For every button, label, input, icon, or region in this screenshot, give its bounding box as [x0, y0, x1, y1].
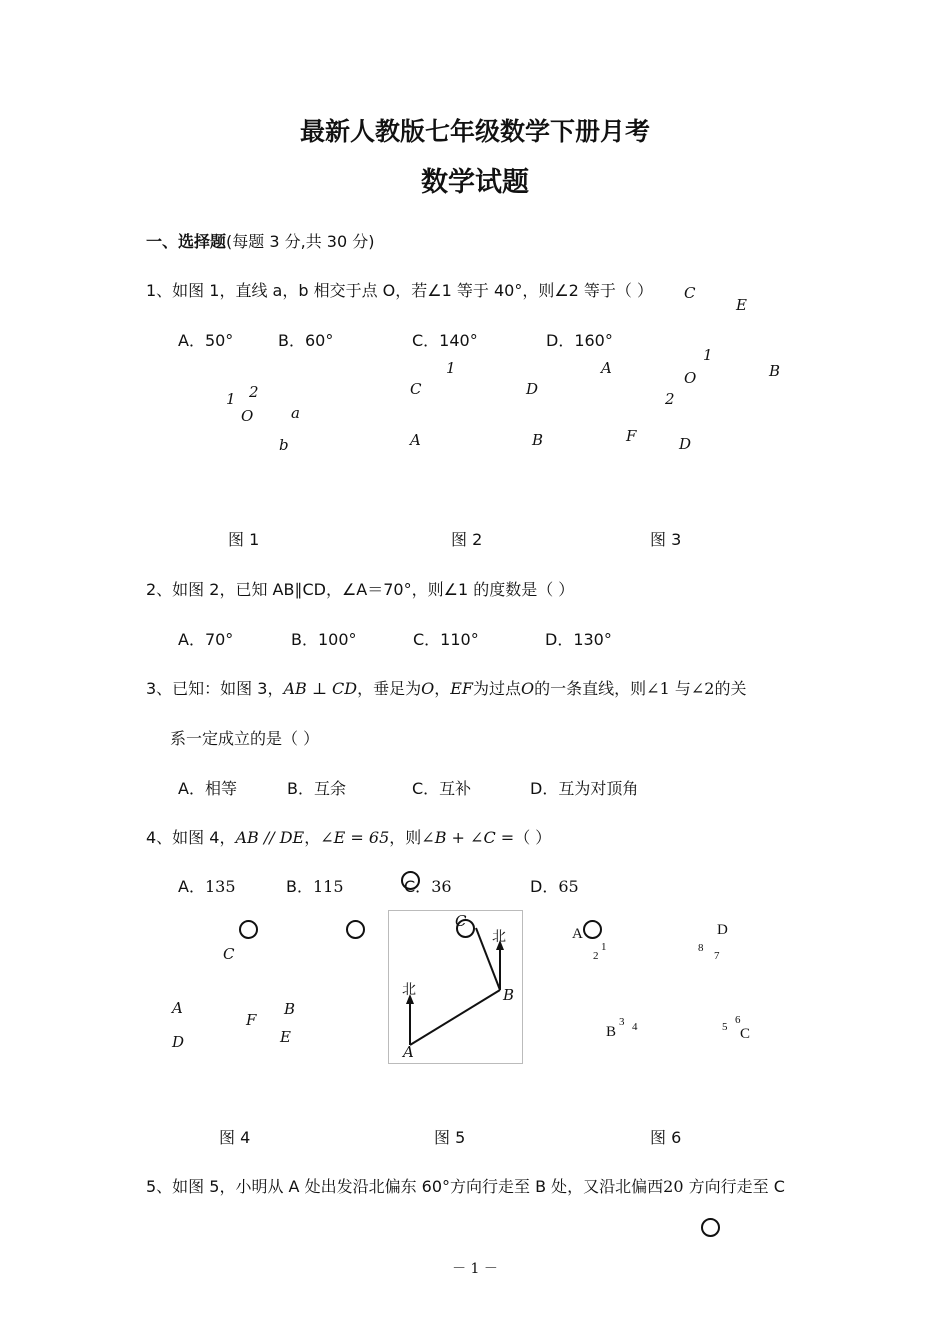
fig1-label-b: b: [279, 436, 289, 454]
q4-math-angle-e: ∠E = 65: [320, 828, 390, 847]
fig3-label-o: O: [684, 369, 697, 387]
q1-option-c: C．140°: [412, 331, 478, 350]
q4-option-a-value: 135: [204, 877, 236, 896]
fig6-label-4: 4: [632, 1021, 638, 1033]
q3-option-d: D．互为对顶角: [530, 779, 639, 798]
q3-math-o: O: [421, 679, 435, 698]
section-heading-label: 一、选择题: [146, 232, 227, 251]
q4-option-d-value: 65: [558, 877, 579, 896]
q4-option-d-letter: D．: [530, 877, 559, 896]
q3-math-o2: O: [521, 679, 535, 698]
fig2-label-1: 1: [446, 359, 456, 377]
q3-text-part: 与: [674, 679, 691, 698]
fig5-caption: 图 5: [434, 1128, 466, 1147]
fig1-label-1: 1: [226, 390, 236, 408]
fig6-circle-mark: [583, 920, 602, 939]
ocr-circle-mark: [401, 871, 420, 890]
fig4-circle-mark: [346, 920, 365, 939]
fig2-label-b: B: [532, 431, 544, 449]
fig6-label-a: A: [572, 926, 583, 942]
q4-text-part: （ ）: [514, 828, 552, 847]
fig3-label-d: D: [679, 435, 692, 453]
fig6-label-3: 3: [619, 1016, 625, 1028]
fig6-label-b: B: [606, 1024, 617, 1040]
fig4-label-e: E: [280, 1028, 291, 1046]
question-5-text: [146, 1174, 785, 1197]
q4-text-part: ，则: [389, 828, 422, 847]
section-heading: [146, 229, 374, 252]
q3-option-b: B．互余: [287, 779, 346, 798]
q2-option-c: C．110°: [413, 630, 479, 649]
fig1-label-2: 2: [249, 383, 259, 401]
q3-math-angle1: ∠1: [646, 679, 670, 698]
q1-option-d: D．160°: [546, 331, 613, 350]
fig4-label-f: F: [246, 1011, 257, 1029]
question-2-text: 2、如图 2，已知 AB∥CD，∠A＝70°，则∠1 的度数是（ ）: [146, 580, 575, 599]
q3-option-a: A．相等: [178, 779, 237, 798]
fig3-label-a: A: [601, 359, 612, 377]
fig2-label-a: A: [410, 431, 421, 449]
fig5-label-north-a: 北: [402, 982, 416, 998]
q4-option-c-letter: C．: [404, 877, 432, 896]
q1-option-a: A．50°: [178, 331, 234, 350]
fig4-label-a: A: [172, 999, 183, 1017]
q4-text-part: ，: [304, 828, 321, 847]
q4-option-b-letter: B．: [286, 877, 313, 896]
q3-text-part: 3、已知：如图 3，: [146, 679, 284, 698]
fig4-circle-mark: [239, 920, 258, 939]
fig2-label-d: D: [526, 380, 539, 398]
fig3-label-f: F: [626, 427, 637, 445]
fig6-label-5: 5: [722, 1021, 728, 1033]
question-3-text: [146, 676, 746, 699]
question-1-text: 1、如图 1，直线 a，b 相交于点 O，若∠1 等于 40°，则∠2 等于（ ）: [146, 281, 654, 300]
q4-option-b: [286, 874, 344, 897]
fig5-label-b: B: [503, 986, 515, 1004]
q4-option-a: [178, 874, 236, 897]
fig3-label-c: C: [684, 284, 696, 302]
q3-option-c: C．互补: [412, 779, 472, 798]
fig2-label-c: C: [410, 380, 422, 398]
fig5-label-c: C: [455, 912, 467, 930]
q3-text-part: 的一条直线，则: [534, 679, 647, 698]
q2-option-d: D．130°: [545, 630, 612, 649]
fig5-path-ab: [410, 990, 500, 1045]
q4-option-c-value: 36: [431, 877, 452, 896]
q3-text-part: 为过点: [473, 679, 522, 698]
fig1-label-o: O: [241, 407, 254, 425]
fig1-label-a: a: [291, 404, 300, 422]
q5-text-part: 方向行走至 C: [683, 1177, 785, 1196]
question-4-text: [146, 825, 551, 848]
fig3-label-b: B: [769, 362, 781, 380]
fig4-label-b: B: [284, 1000, 296, 1018]
fig1-caption: 图 1: [228, 530, 260, 549]
fig3-label-1: 1: [703, 346, 713, 364]
fig4-label-d: D: [172, 1033, 185, 1051]
q4-option-a-letter: A．: [178, 877, 205, 896]
q3-text-part: ，: [434, 679, 451, 698]
fig3-label-2: 2: [665, 390, 675, 408]
q3-math-ef: EF: [450, 679, 473, 698]
fig5-label-a: A: [403, 1043, 414, 1061]
fig6-label-2: 2: [593, 950, 599, 962]
q4-text-part: 4、如图 4，: [146, 828, 236, 847]
q2-option-a: A．70°: [178, 630, 234, 649]
q5-circle-mark: [701, 1218, 720, 1237]
fig6-label-7: 7: [714, 950, 720, 962]
fig4-label-c: C: [223, 945, 235, 963]
q5-math-20: 20: [663, 1177, 684, 1196]
page-title: 最新人教版七年级数学下册月考: [299, 117, 650, 146]
fig2-caption: 图 2: [451, 530, 483, 549]
q4-option-d: [530, 874, 579, 897]
fig3-caption: 图 3: [650, 530, 682, 549]
q4-option-b-value: 115: [312, 877, 344, 896]
fig6-caption: 图 6: [650, 1128, 682, 1147]
q4-math-angle-sum: ∠B + ∠C =: [421, 828, 515, 847]
fig6-label-8: 8: [698, 942, 704, 954]
fig3-label-e: E: [736, 296, 747, 314]
fig6-label-c: C: [740, 1026, 751, 1042]
page-number: － 1 －: [452, 1261, 498, 1277]
q5-text-part: 5、如图 5，小明从 A 处出发沿北偏东 60°方向行走至 B 处，又沿北偏西: [146, 1177, 664, 1196]
q3-text-part: ，垂足为: [357, 679, 422, 698]
q3-math-angle2: ∠2: [690, 679, 715, 698]
fig6-label-1: 1: [601, 941, 607, 953]
q1-option-b: B．60°: [278, 331, 334, 350]
q2-option-b: B．100°: [291, 630, 357, 649]
fig6-label-d: D: [717, 922, 728, 938]
fig5-label-north-b: 北: [492, 929, 506, 945]
fig4-caption: 图 4: [219, 1128, 251, 1147]
page-subtitle: 数学试题: [421, 167, 529, 198]
section-heading-note: (每题 3 分,共 30 分): [226, 232, 375, 251]
q4-math-ab-parallel-de: AB // DE: [235, 828, 305, 847]
q3-math-ab-perp-cd: AB ⊥ CD: [283, 679, 358, 698]
q3-text-part: 的关: [714, 679, 747, 698]
question-3-text-line2: 系一定成立的是（ ）: [170, 729, 320, 748]
fig6-label-6: 6: [735, 1014, 741, 1026]
